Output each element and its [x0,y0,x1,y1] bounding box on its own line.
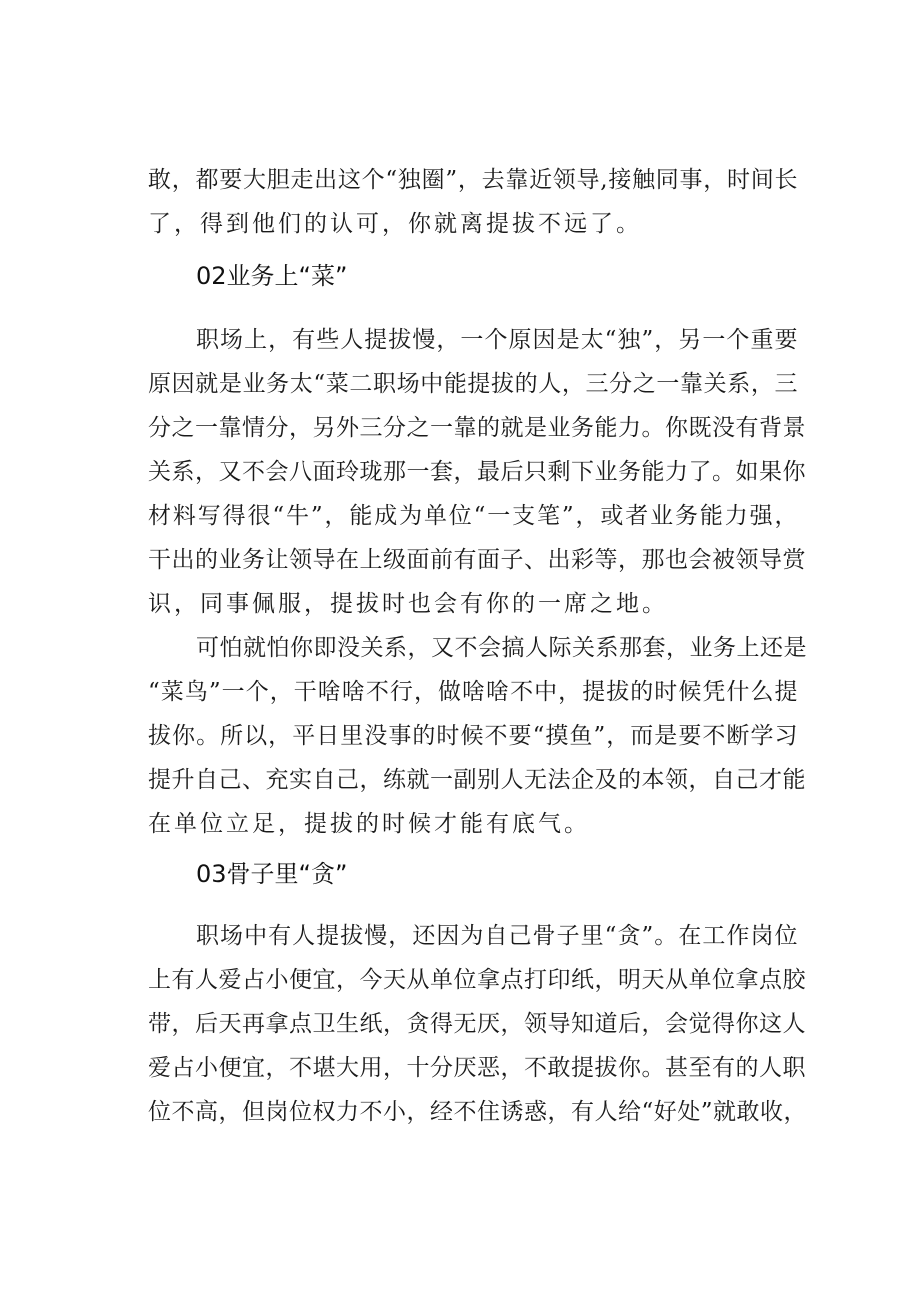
section-heading-02: 02业务上“菜” [196,262,348,290]
paragraph-4-line-2: 上有人爱占小便宜，今天从单位拿点打印纸，明天从单位拿点胶 [148,967,806,993]
paragraph-4-line-4: 爱占小便宜，不堪大用，十分厌恶，不敢提拔你。甚至有的人职 [148,1055,806,1081]
paragraph-2-line-4: 关系，又不会八面玲珑那一套，最后只剩下业务能力了。如果你 [148,459,806,485]
paragraph-4-line-5: 位不高，但岗位权力不小，经不住诱惑，有人给“好处”就敢收， [148,1099,808,1125]
paragraph-3-line-4: 提升自己、充实自己，练就一副别人无法企及的本领，自己才能 [148,767,806,793]
paragraph-3-line-1: 可怕就怕你即没关系，又不会搞人际关系那套，业务上还是 [196,635,807,661]
section-heading-03: 03骨子里“贪” [196,860,348,888]
paragraph-2-line-6: 干出的业务让领导在上级面前有面子、出彩等，那也会被领导赏 [148,547,806,573]
paragraph-4-line-1: 职场中有人提拔慢，还因为自己骨子里“贪”。在工作岗位 [196,923,798,949]
paragraph-3-line-5: 在单位立足，提拔的时候才能有底气。 [148,811,590,837]
paragraph-1-line-1: 敢，都要大胆走出这个“独圈”，去靠近领导,接触同事，时间长 [148,167,798,193]
paragraph-4-line-3: 带，后天再拿点卫生纸，贪得无厌，领导知道后，会觉得你这人 [148,1011,806,1037]
paragraph-3-line-2: “菜鸟”一个，干啥啥不行，做啥啥不中，提拔的时候凭什么提 [148,679,798,705]
paragraph-2-line-5: 材料写得很“牛”，能成为单位“一支笔”，或者业务能力强， [148,503,798,529]
paragraph-2-line-1: 职场上，有些人提拔慢，一个原因是太“独”，另一个重要 [196,327,798,353]
paragraph-1-line-2: 了，得到他们的认可，你就离提拔不远了。 [148,211,642,237]
paragraph-3-line-3: 拔你。所以，平日里没事的时候不要“摸鱼”，而是要不断学习 [148,723,798,749]
paragraph-2-line-3: 分之一靠情分，另外三分之一靠的就是业务能力。你既没有背景 [148,415,806,441]
paragraph-2-line-7: 识，同事佩服，提拔时也会有你的一席之地。 [148,591,668,617]
paragraph-2-line-2: 原因就是业务太“菜二职场中能提拔的人，三分之一靠关系，三 [148,371,798,397]
